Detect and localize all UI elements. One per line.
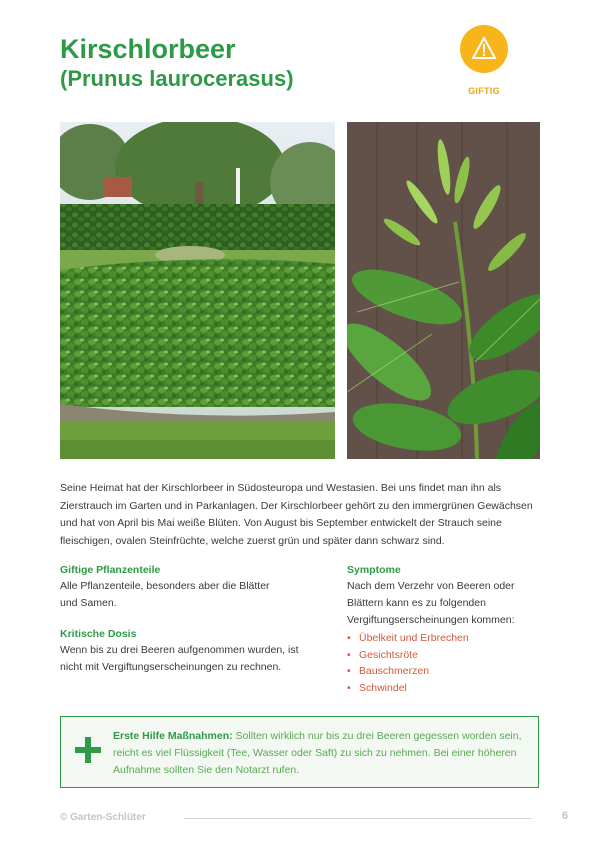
symptom-item: • Gesichtsröte [347, 647, 469, 664]
hedge-photo-icon [60, 122, 335, 459]
warning-badge [460, 25, 508, 73]
first-aid-text [113, 728, 523, 779]
poison-parts-heading: Giftige Pflanzenteile [60, 564, 161, 576]
symptoms-text: Nach dem Verzehr von Beeren oder Blättern kann es zu folgenden Vergiftungserscheinungen kommen: [347, 580, 515, 626]
symptoms-list [347, 630, 469, 696]
page-title: Kirschlorbeer [60, 34, 236, 64]
first-aid-body: Sollten wirklich nur bis zu drei Beeren gegessen worden sein, reicht es viel Flüssigkeit (Tee, Wasser oder Saft) zu sich zu nehmen. Bei einer höheren Aufnahme sollten Sie den Notarzt rufen. [113, 730, 522, 776]
intro-paragraph: Seine Heimat hat der Kirschlorbeer in Südosteuropa und Westasien. Bei uns findet man ihn als Zierstrauch im Garten und in Parkanlagen. Der Kirschlorbeer gehört zu den immergrünen Gewächsen und hat von April bis Mai weiße Blüten. Von August bis September entwickelt der Strauch seine fleischigen, ovalen Steinfrüchte, welche zuerst grün und später dann schwarz sind. [60, 482, 533, 547]
symptom-item: • Schwindel [347, 680, 469, 697]
symptom-item: • Bauschmerzen [347, 663, 469, 680]
botanical-name: (Prunus laurocerasus) [60, 66, 294, 91]
critical-dose-text: Wenn bis zu drei Beeren aufgenommen wurden, ist nicht mit Vergiftungserscheinungen zu rechnen. [60, 644, 299, 673]
plus-icon [75, 737, 101, 763]
page-number: 6 [562, 810, 569, 822]
symptom-item: • Übelkeit und Erbrechen [347, 630, 469, 647]
laurel-leaves-photo [347, 122, 540, 459]
hedge-photo [60, 122, 335, 459]
warning-triangle-icon [460, 25, 508, 73]
first-aid-box [60, 716, 539, 788]
laurel-leaves-icon [347, 122, 540, 459]
warning-label: GIFTIG [468, 86, 500, 96]
symptoms-heading: Symptome [347, 564, 401, 576]
critical-dose-heading: Kritische Dosis [60, 628, 137, 640]
first-aid-label: Erste Hilfe Maßnahmen: [113, 730, 233, 742]
poison-parts-text: Alle Pflanzenteile, besonders aber die Blätter und Samen. [60, 580, 270, 609]
footer-copyright: © Garten-Schlüter [60, 812, 146, 823]
footer-divider [184, 818, 532, 819]
